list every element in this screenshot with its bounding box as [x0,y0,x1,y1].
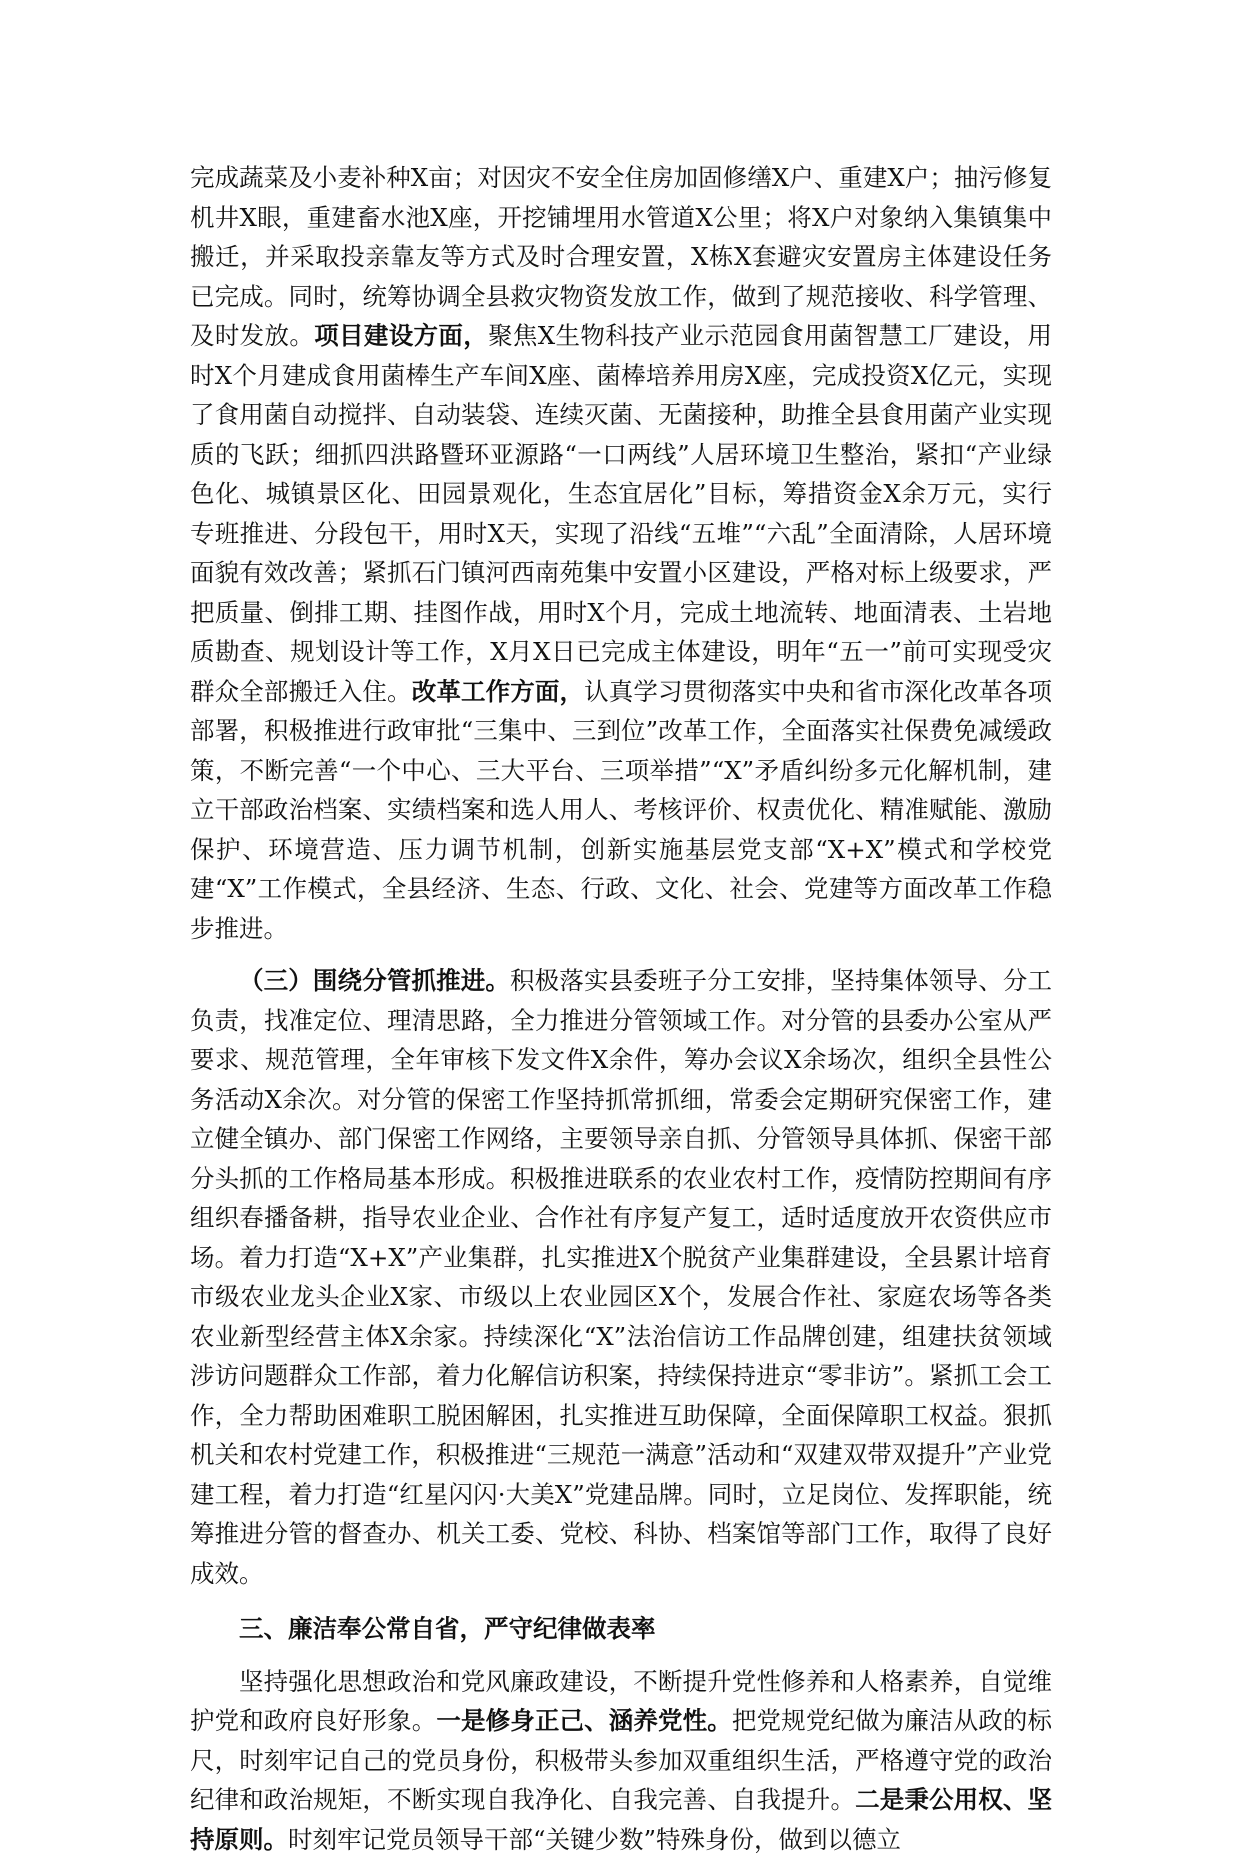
bold-lead-first: 一是修身正己、涵养党性。 [436,1706,732,1735]
text-span: 时刻牢记党员领导干部“关键少数”特殊身份，做到以德立 [288,1825,901,1854]
text-span: 积极落实县委班子分工安排，坚持集体领导、分工负责，找准定位、理清思路，全力推进分管领域工作。对分管的县委办公室从严要求、规范管理，全年审核下发文件X余件，筹办会议X余场次，组织全县性公务活动X余次。对分管的保密工作坚持抓常抓细，常委会定期研究保密工作，建立健全镇办、部门保密工作网络，主要领导亲自抓、分管领导具体抓、保密干部分头抓的工作格局基本形成。积极推进联系的农业农村工作，疫情防控期间有序组织春播备耕，指导农业企业、合作社有序复产复工，适时适度放开农资供应市场。着力打造“X+X”产业集群，扎实推进X个脱贫产业集群建设，全县累计培育市级农业龙头企业X家、市级以上农业园区X个，发展合作社、家庭农场等各类农业新型经营主体X余家。持续深化“X”法治信访工作品牌创建，组建扶贫领域涉访问题群众工作部，着力化解信访积案，持续保持进京“零非访”。紧抓工会工作，全力帮助困难职工脱困解困，扎实推进互助保障，全面保障职工权益。狠抓机关和农村党建工作，积极推进“三规范一满意”活动和“双建双带双提升”产业党建工程，着力打造“红星闪闪·大美X”党建品牌。同时，立足岗位、发挥职能，统筹推进分管的督查办、机关工委、党校、科协、档案馆等部门工作，取得了良好成效。 [190,966,1052,1588]
bold-lead-project: 项目建设方面， [314,321,488,350]
bold-lead-reform: 改革工作方面， [412,677,584,706]
bold-lead-section-3: （三）围绕分管抓推进。 [239,966,510,995]
section-heading-3: 三、廉洁奉公常自省，严守纪律做表率 [190,1609,1052,1649]
paragraph-disaster-recovery [190,158,1052,948]
paragraph-integrity [190,1662,1052,1859]
text-span: 把党规党纪做为廉洁从政的标尺，时刻牢记自己的党员身份，积极带头参加双重组织生活，严格遵守党的政治纪律和政治规矩，不断实现自我净化、自我完善、自我提升。 [190,1706,1052,1814]
text-span: 坚持强化思想政治和党风廉政建设，不断提升党性修养和人格素养，自觉维护党和政府良好形象。 [190,1667,1052,1736]
text-span: 聚焦X生物科技产业示范园食用菌智慧工厂建设，用时X个月建成食用菌棒生产车间X座、菌棒培养用房X座，完成投资X亿元，实现了食用菌自动搅拌、自动装袋、连续灭菌、无菌接种，助推全县食用菌产业实现质的飞跃；细抓四洪路暨环亚源路“一口两线”人居环境卫生整治，紧扣“产业绿色化、城镇景区化、田园景观化，生态宜居化”目标，筹措资金X余万元，实行专班推进、分段包干，用时X天，实现了沿线“五堆”“六乱”全面清除，人居环境面貌有效改善；紧抓石门镇河西南苑集中安置小区建设，严格对标上级要求，严把质量、倒排工期、挂图作战，用时X个月，完成土地流转、地面清表、土岩地质勘查、规划设计等工作，X月X日已完成主体建设，明年“五一”前可实现受灾群众全部搬迁入住。 [190,321,1052,706]
text-span: 认真学习贯彻落实中央和省市深化改革各项部署，积极推进行政审批“三集中、三到位”改革工作，全面落实社保费免减缓政策，不断完善“一个中心、三大平台、三项举措”“X”矛盾纠纷多元化解机制，建立干部政治档案、实绩档案和选人用人、考核评价、权责优化、精准赋能、激励保护、环境营造、压力调节机制，创新实施基层党支部“X+X”模式和学校党建“X”工作模式，全县经济、生态、行政、文化、社会、党建等方面改革工作稳步推进。 [190,677,1052,943]
text-span: 完成蔬菜及小麦补种X亩；对因灾不安全住房加固修缮X户、重建X户；抽污修复机井X眼，重建畜水池X座，开挖铺埋用水管道X公里；将X户对象纳入集镇集中搬迁，并采取投亲靠友等方式及时合理安置，X栋X套避灾安置房主体建设任务已完成。同时，统筹协调全县救灾物资发放工作，做到了规范接收、科学管理、及时发放。 [190,163,1052,350]
document-page [190,158,1052,1859]
paragraph-managed-work [190,961,1052,1593]
bold-lead-second: 二是秉公用权、坚持原则。 [190,1785,1052,1854]
